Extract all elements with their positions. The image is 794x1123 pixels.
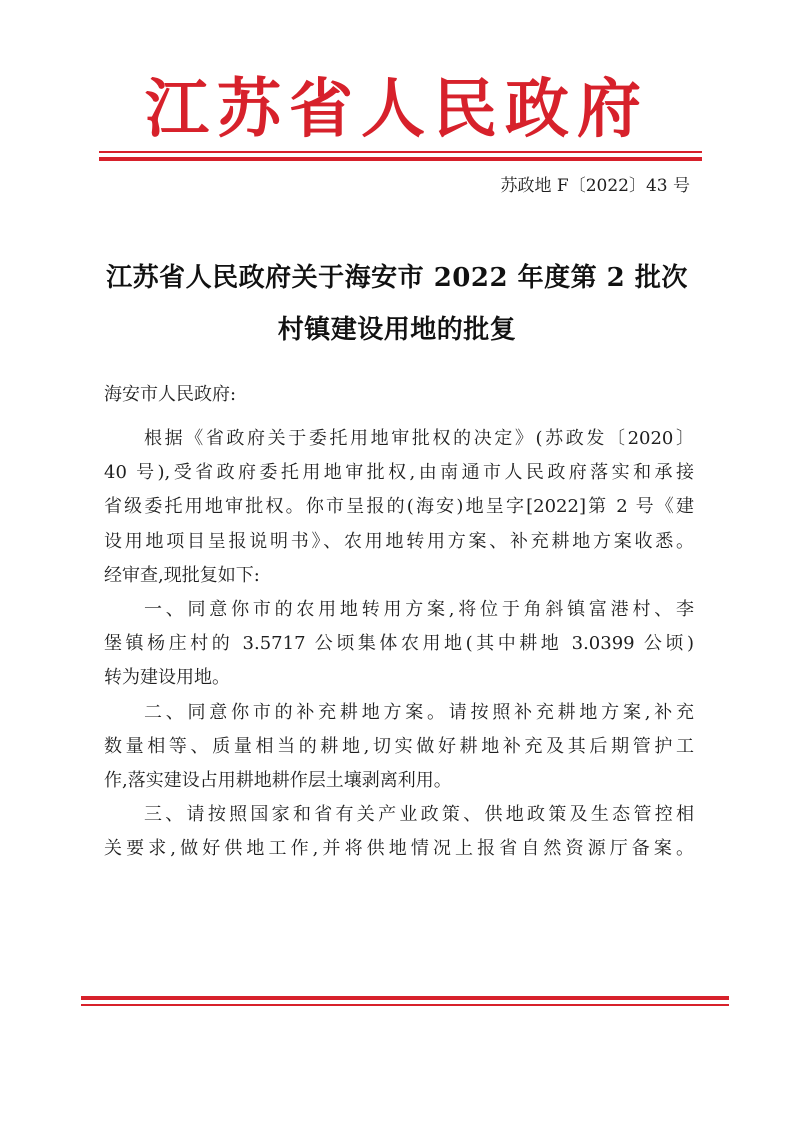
issuing-authority-header: 江苏省人民政府 [145, 72, 649, 147]
document-body [104, 422, 694, 866]
body-line: 转为建设用地。 [104, 667, 230, 689]
salutation: 海安市人民政府: [104, 384, 237, 405]
body-line: 三、请按照国家和省有关产业政策、供地政策及生态管控相 [144, 804, 694, 826]
title-line-1: 江苏省人民政府关于海安市 2022 年度第 2 批次 [106, 263, 688, 293]
body-line: 堡镇杨庄村的 3.5717 公顷集体农用地(其中耕地 3.0399 公顷) [104, 633, 694, 655]
body-line: 设用地项目呈报说明书》、农用地转用方案、补充耕地方案收悉。 [104, 530, 694, 552]
document-title [90, 252, 704, 356]
body-line: 根据《省政府关于委托用地审批权的决定》(苏政发〔2020〕 [144, 428, 694, 449]
body-line: 数量相等、质量相当的耕地,切实做好耕地补充及其后期管护工 [104, 735, 694, 757]
footer-red-rule-thin [81, 1004, 729, 1006]
body-line: 一、同意你市的农用地转用方案,将位于角斜镇富港村、李 [144, 598, 694, 620]
body-line: 40 号),受省政府委托用地审批权,由南通市人民政府落实和承接 [104, 462, 694, 484]
title-line-2: 村镇建设用地的批复 [277, 315, 517, 345]
footer-red-rule-thick [81, 996, 729, 1000]
header-red-rule-thick [99, 157, 702, 161]
body-line: 二、同意你市的补充耕地方案。请按照补充耕地方案,补充 [144, 701, 694, 723]
body-line: 作,落实建设占用耕地耕作层土壤剥离利用。 [104, 769, 452, 791]
body-line: 省级委托用地审批权。你市呈报的(海安)地呈字[2022]第 2 号《建 [104, 496, 694, 518]
body-line: 关要求,做好供地工作,并将供地情况上报省自然资源厅备案。 [104, 838, 694, 860]
header-red-rule-thin [99, 151, 702, 153]
body-line: 经审查,现批复如下: [104, 564, 260, 586]
document-number: 苏政地 F〔2022〕43 号 [500, 176, 690, 196]
